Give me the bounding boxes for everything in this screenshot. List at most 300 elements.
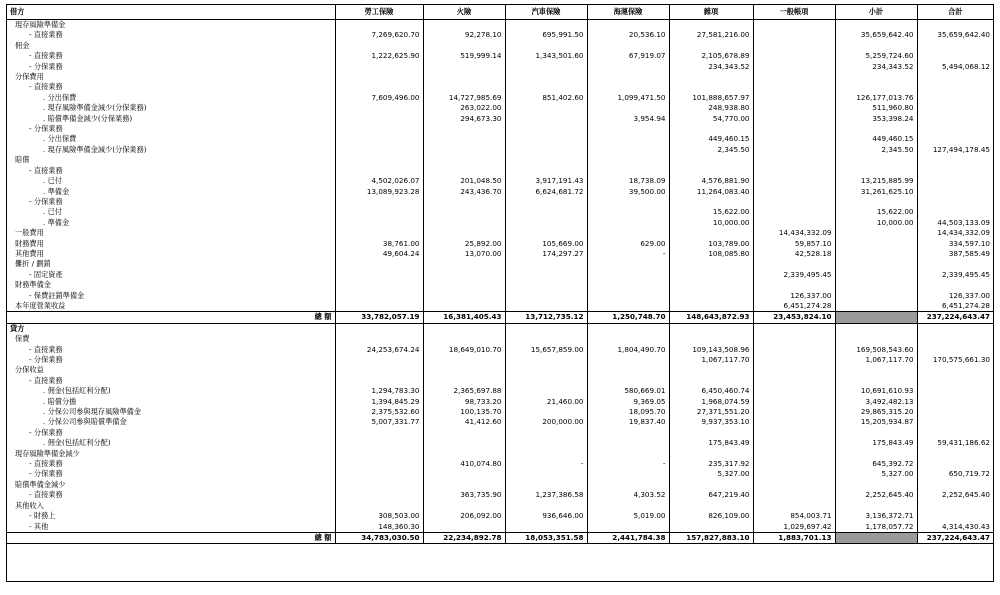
column-header: 勞工保險 [335,5,423,20]
amount-cell: 363,735.90 [423,490,505,500]
credit-row [7,511,993,521]
amount-cell: 44,503,133.09 [917,218,993,228]
amount-cell [835,480,917,490]
amount-cell [835,72,917,82]
amount-cell [587,197,669,207]
amount-cell: 41,412.60 [423,417,505,427]
amount-cell [505,207,587,217]
amount-cell [335,20,423,31]
amount-cell [335,490,423,500]
amount-cell [753,51,835,61]
amount-cell [423,438,505,448]
row-label: . 準備金 [43,217,70,227]
amount-cell [335,480,423,490]
amount-cell [835,155,917,165]
row-label: - 分保業務 [29,427,63,437]
amount-cell [753,30,835,40]
amount-cell: 13,070.00 [423,249,505,259]
amount-cell [917,417,993,427]
debit-side-title: 借方 [7,5,335,20]
amount-cell [753,501,835,511]
debit-row [7,20,993,31]
amount-cell: 7,269,620.70 [335,30,423,40]
amount-cell: 126,337.00 [917,291,993,301]
amount-cell [835,259,917,269]
amount-cell [917,280,993,290]
row-label: 分保收益 [15,365,44,375]
amount-cell [917,187,993,197]
amount-cell: 2,339,495.45 [753,270,835,280]
amount-cell: 1,099,471.50 [587,93,669,103]
amount-cell [835,270,917,280]
total-amount: 13,712,735.12 [505,312,587,323]
amount-cell [753,197,835,207]
row-label: 財務準備金 [15,280,51,290]
amount-cell: 1,222,625.90 [335,51,423,61]
debit-row [7,145,993,155]
amount-cell [587,62,669,72]
amount-cell [835,449,917,459]
amount-cell: 59,431,186.62 [917,438,993,448]
amount-cell: 263,022.00 [423,103,505,113]
amount-cell [753,280,835,290]
row-label: . 已付 [43,176,62,186]
amount-cell [835,501,917,511]
amount-cell [587,501,669,511]
amount-cell [835,334,917,344]
amount-cell [423,376,505,386]
amount-cell: 449,460.15 [835,134,917,144]
amount-cell [669,20,753,31]
amount-cell [335,114,423,124]
amount-cell [753,376,835,386]
amount-cell [505,301,587,312]
amount-cell [505,365,587,375]
amount-cell [423,280,505,290]
amount-cell: 18,738.09 [587,176,669,186]
credit-row [7,386,993,396]
debit-row [7,249,993,259]
amount-cell [587,280,669,290]
amount-cell [753,103,835,113]
debit-total-row [7,312,993,323]
credit-section-title-row [7,323,993,334]
amount-cell [753,334,835,344]
row-label: . 已付 [43,207,62,217]
amount-cell: 175,843.49 [835,438,917,448]
empty-cell [753,323,835,334]
row-label: 一般費用 [15,228,44,238]
row-label: 分保費用 [15,72,44,82]
amount-cell [423,469,505,479]
amount-cell [423,41,505,51]
amount-cell: 2,252,645.40 [917,490,993,500]
amount-cell: 449,460.15 [669,134,753,144]
amount-cell [917,103,993,113]
row-label: - 分保業務 [29,61,63,71]
amount-cell: 629.00 [587,239,669,249]
amount-cell: 5,259,724.60 [835,51,917,61]
row-label: 保費 [15,334,30,344]
row-label: . 賠償準備金減少(分保業務) [43,113,133,123]
debit-row [7,207,993,217]
empty-cell [669,323,753,334]
amount-cell: 2,345.50 [669,145,753,155]
total-amount: 237,224,643.47 [917,532,993,543]
amount-cell: 645,392.72 [835,459,917,469]
amount-cell: 10,000.00 [835,218,917,228]
amount-cell: 15,205,934.87 [835,417,917,427]
amount-cell [423,449,505,459]
amount-cell [917,449,993,459]
amount-cell [917,334,993,344]
amount-cell: 3,954.94 [587,114,669,124]
amount-cell [423,134,505,144]
amount-cell [917,72,993,82]
amount-cell [505,62,587,72]
row-label: 財務費用 [15,238,44,248]
amount-cell [917,207,993,217]
amount-cell [917,480,993,490]
amount-cell [753,124,835,134]
amount-cell [917,511,993,521]
amount-cell [505,228,587,238]
amount-cell [753,407,835,417]
amount-cell [335,469,423,479]
amount-cell: 4,303.52 [587,490,669,500]
amount-cell [587,259,669,269]
row-label: - 直接業務 [29,344,63,354]
amount-cell [917,365,993,375]
amount-cell [917,197,993,207]
amount-cell [335,145,423,155]
amount-cell [423,197,505,207]
amount-cell [917,51,993,61]
debit-row [7,72,993,82]
total-amount: 2,441,784.38 [587,532,669,543]
amount-cell [917,259,993,269]
amount-cell [753,207,835,217]
debit-row [7,51,993,61]
amount-cell: 234,343.52 [835,62,917,72]
amount-cell: 109,143,508.96 [669,345,753,355]
amount-cell: 387,585.49 [917,249,993,259]
amount-cell [669,428,753,438]
amount-cell [423,124,505,134]
total-amount: 157,827,883.10 [669,532,753,543]
amount-cell [917,376,993,386]
amount-cell: 31,261,625.10 [835,187,917,197]
credit-row [7,459,993,469]
column-header: 雜項 [669,5,753,20]
amount-cell [835,249,917,259]
amount-cell [335,62,423,72]
amount-cell [753,469,835,479]
amount-cell: 38,761.00 [335,239,423,249]
amount-cell: 175,843.49 [669,438,753,448]
amount-cell [587,334,669,344]
amount-cell [587,228,669,238]
amount-cell: 126,177,013.76 [835,93,917,103]
amount-cell [835,166,917,176]
amount-cell [423,480,505,490]
credit-row [7,365,993,375]
amount-cell: 580,669.01 [587,386,669,396]
amount-cell: 15,657,859.00 [505,345,587,355]
total-amount: 148,643,872.93 [669,312,753,323]
amount-cell [505,386,587,396]
amount-cell [753,187,835,197]
amount-cell [505,114,587,124]
debit-row [7,197,993,207]
amount-cell [505,376,587,386]
column-header-row [7,5,993,20]
amount-cell [753,134,835,144]
debit-row [7,155,993,165]
credit-row [7,438,993,448]
amount-cell [423,501,505,511]
amount-cell [917,41,993,51]
amount-cell [335,438,423,448]
amount-cell [669,228,753,238]
debit-row [7,134,993,144]
amount-cell: 15,622.00 [835,207,917,217]
amount-cell: 54,770.00 [669,114,753,124]
credit-row [7,469,993,479]
credit-side-title: 貸方 [7,323,335,334]
amount-cell [669,449,753,459]
row-label: - 直接業務 [29,30,63,40]
amount-cell: 936,646.00 [505,511,587,521]
amount-cell [335,207,423,217]
amount-cell [917,176,993,186]
amount-cell [335,355,423,365]
amount-cell [335,41,423,51]
credit-row [7,522,993,533]
amount-cell: 126,337.00 [753,291,835,301]
amount-cell [587,145,669,155]
amount-cell [835,280,917,290]
amount-cell: 4,576,881.90 [669,176,753,186]
amount-cell [423,365,505,375]
amount-cell: 511,960.80 [835,103,917,113]
amount-cell [669,166,753,176]
amount-cell [753,82,835,92]
amount-cell [917,428,993,438]
row-label: - 直接業務 [29,490,63,500]
amount-cell [335,155,423,165]
amount-cell: 235,317.92 [669,459,753,469]
amount-cell [669,259,753,269]
amount-cell [669,155,753,165]
amount-cell: 14,434,332.09 [753,228,835,238]
amount-cell [423,428,505,438]
amount-cell: 410,074.80 [423,459,505,469]
row-label: - 其他 [29,521,49,531]
amount-cell [505,449,587,459]
credit-row [7,428,993,438]
amount-cell [335,197,423,207]
amount-cell [753,397,835,407]
amount-cell [917,386,993,396]
amount-cell [505,259,587,269]
amount-cell [753,93,835,103]
amount-cell [587,355,669,365]
debit-row [7,103,993,113]
amount-cell [753,145,835,155]
amount-cell [423,145,505,155]
amount-cell [753,490,835,500]
amount-cell: 5,327.00 [835,469,917,479]
amount-cell: 9,937,353.10 [669,417,753,427]
amount-cell: 1,394,845.29 [335,397,423,407]
amount-cell: 851,402.60 [505,93,587,103]
amount-cell: 647,219.40 [669,490,753,500]
row-label: 本年度營業收益 [15,300,66,310]
amount-cell: 1,294,783.30 [335,386,423,396]
amount-cell: 5,327.00 [669,469,753,479]
amount-cell [753,355,835,365]
debit-row [7,218,993,228]
amount-cell [423,218,505,228]
amount-cell: 35,659,642.40 [835,30,917,40]
amount-cell: 3,917,191.43 [505,176,587,186]
amount-cell [917,407,993,417]
amount-cell: 854,003.71 [753,511,835,521]
amount-cell [505,20,587,31]
credit-row [7,355,993,365]
amount-cell: 29,865,315.20 [835,407,917,417]
amount-cell [835,239,917,249]
amount-cell [335,291,423,301]
amount-cell [669,72,753,82]
amount-cell [587,469,669,479]
credit-row [7,501,993,511]
amount-cell [753,480,835,490]
amount-cell [753,345,835,355]
credit-row [7,490,993,500]
amount-cell: 42,528.18 [753,249,835,259]
total-amount: 237,224,643.47 [917,312,993,323]
row-label: - 直接業務 [29,82,63,92]
amount-cell [335,218,423,228]
amount-cell: 18,649,010.70 [423,345,505,355]
financial-statement-sheet [6,4,994,582]
credit-row [7,397,993,407]
amount-cell: 695,991.50 [505,30,587,40]
row-label: - 財務上 [29,511,56,521]
row-label: . 分保公司參與現存風險準備金 [43,407,142,417]
amount-cell [423,155,505,165]
amount-cell [835,124,917,134]
amount-cell [835,20,917,31]
empty-cell [335,323,423,334]
credit-row [7,345,993,355]
amount-cell [335,365,423,375]
amount-cell [587,134,669,144]
amount-cell [753,114,835,124]
total-amount: 1,250,748.70 [587,312,669,323]
amount-cell [505,469,587,479]
amount-cell [753,176,835,186]
amount-cell: 20,536.10 [587,30,669,40]
column-header: 火險 [423,5,505,20]
amount-cell [505,270,587,280]
amount-cell: 49,604.24 [335,249,423,259]
amount-cell [587,376,669,386]
row-label: 現存風險準備金減少 [15,448,80,458]
amount-cell: 39,500.00 [587,187,669,197]
amount-cell [335,459,423,469]
row-label: . 分出保費 [43,92,77,102]
amount-cell [423,301,505,312]
total-amount: 16,381,405.43 [423,312,505,323]
amount-cell: 6,451,274.28 [917,301,993,312]
amount-cell: 294,673.30 [423,114,505,124]
amount-cell [753,459,835,469]
amount-cell [505,522,587,533]
amount-cell [917,501,993,511]
amount-cell [917,397,993,407]
row-label: . 分出保費 [43,134,77,144]
amount-cell: 108,085.80 [669,249,753,259]
amount-cell [587,155,669,165]
amount-cell [835,365,917,375]
amount-cell: 103,789.00 [669,239,753,249]
credit-row [7,449,993,459]
amount-cell [335,124,423,134]
amount-cell [669,197,753,207]
column-header: 汽車保險 [505,5,587,20]
total-amount: 22,234,892.78 [423,532,505,543]
row-label: . 賠償分擔 [43,396,77,406]
amount-cell [835,197,917,207]
credit-row [7,376,993,386]
row-label: - 分保業務 [29,469,63,479]
amount-cell: 1,029,697.42 [753,522,835,533]
subtotal-shaded-cell [835,312,917,323]
amount-cell [423,20,505,31]
row-label: - 分保業務 [29,124,63,134]
amount-cell [505,334,587,344]
amount-cell [835,301,917,312]
amount-cell [753,449,835,459]
amount-cell [587,82,669,92]
amount-cell [423,291,505,301]
amount-cell: 7,609,496.00 [335,93,423,103]
debit-row [7,239,993,249]
amount-cell: 6,624,681.72 [505,187,587,197]
amount-cell [505,501,587,511]
amount-cell [835,41,917,51]
amount-cell: 4,314,430.43 [917,522,993,533]
debit-row [7,166,993,176]
amount-cell: 353,398.24 [835,114,917,124]
amount-cell [753,41,835,51]
amount-cell: 234,343.52 [669,62,753,72]
amount-cell: 308,503.00 [335,511,423,521]
amount-cell: - [505,459,587,469]
total-amount: 1,883,701.13 [753,532,835,543]
amount-cell [587,124,669,134]
amount-cell: 21,460.00 [505,397,587,407]
total-amount: 33,782,057.19 [335,312,423,323]
debit-row [7,176,993,186]
credit-row [7,407,993,417]
amount-cell [669,270,753,280]
amount-cell [669,522,753,533]
amount-cell: 127,494,178.45 [917,145,993,155]
